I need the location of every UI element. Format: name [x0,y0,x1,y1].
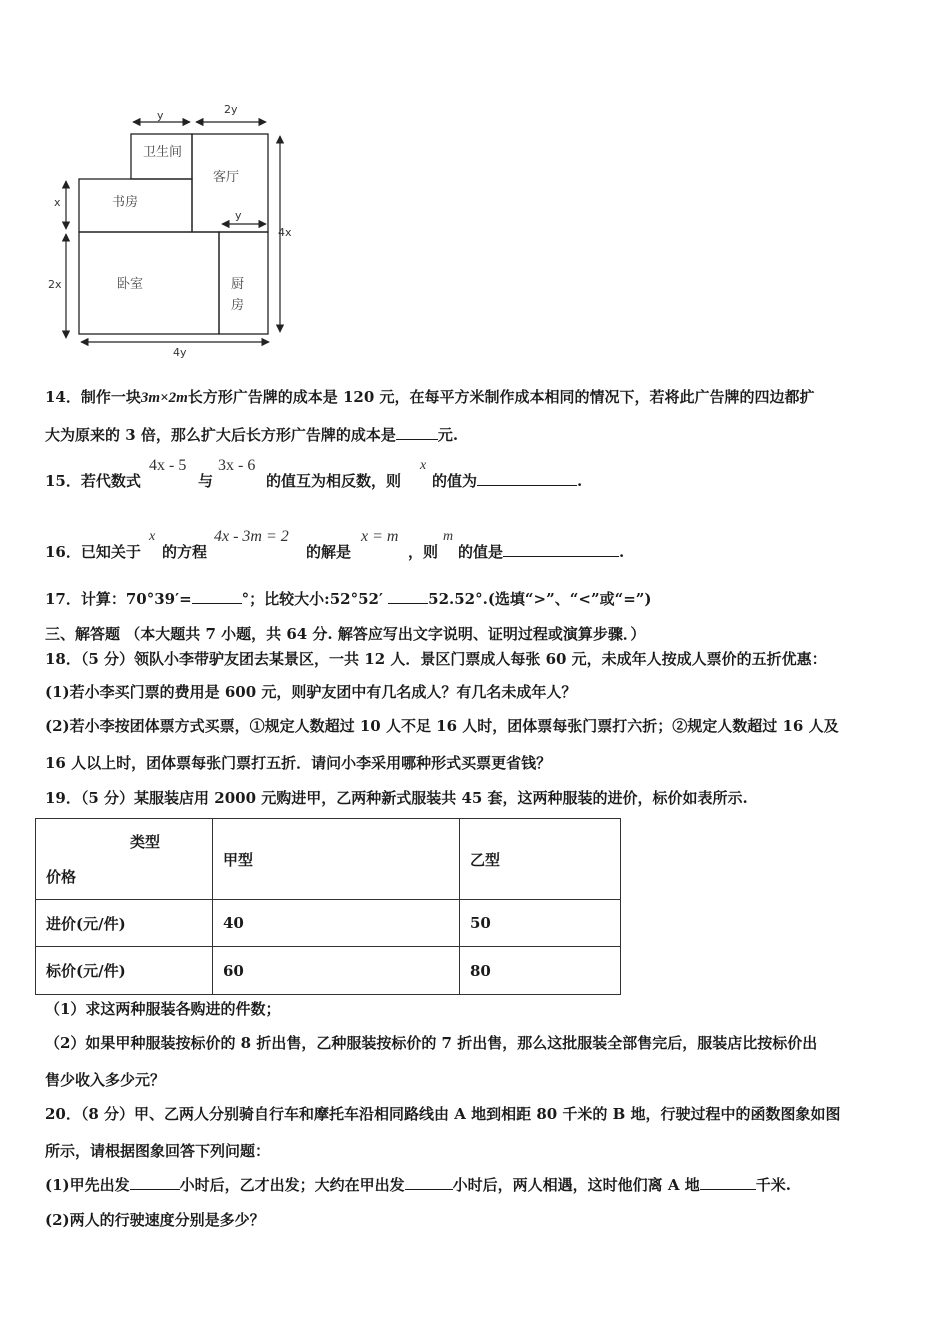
q14-dimension-expr: 3m×2m [140,390,188,406]
q18-part1: (1)若小李买门票的费用是 600 元，则驴友团中有几名成人？有几名未成年人？ [45,683,577,701]
label-kitchen-1: 厨 [231,277,245,292]
q16-text1: 的方程 [162,543,208,561]
q16-answer-blank[interactable] [503,542,619,557]
label-bedroom: 卧室 [117,277,144,292]
dim-label-top-left: y [157,109,164,122]
q15-text2: 的值互为相反数，则 [266,472,402,490]
price-table [35,818,621,995]
dim-label-left-lower: 2x [48,278,62,291]
q20-blank-2[interactable] [405,1175,453,1190]
q16-prefix: 16．已知关于 [45,543,141,561]
label-living-room: 客厅 [213,170,240,185]
q17-line: 17．计算：70°39′= °；比较大小:52°52′ 52.52°.(选填“>”、“<”或“=”) [45,590,652,608]
q20-blank-1[interactable] [130,1175,180,1190]
q16-equation: 4x - 3m = 2 [214,528,289,545]
floor-plan-figure [40,95,310,365]
q14-line1: 14．制作一块3m×2m长方形广告牌的成本是 120 元，在每平方米制作成本相同的情况下，若将此广告牌的四边都扩 [45,388,815,406]
dim-label-top-right: 2y [224,103,238,116]
table-cell: 40 [213,900,460,947]
q16-text4: 的值是 . [458,543,625,561]
dim-label-left-upper: x [54,196,61,209]
label-kitchen-2: 房 [231,298,245,313]
q18-part2-line2: 16 人以上时，团体票每张门票打五折．请问小李采用哪种形式买票更省钱？ [45,754,552,772]
corner-price-label: 价格 [46,868,77,886]
corner-type-label: 类型 [129,833,160,851]
table-row [36,947,621,995]
table-header-row [36,819,621,900]
table-cell: 80 [460,947,621,995]
q15-line: 15．若代数式 [45,472,141,490]
q19-part1: （1）求这两种服装各购进的件数； [45,1000,281,1018]
section-3-heading: 三、解答题 （本大题共 7 小题，共 64 分. 解答应写出文字说明、证明过程或演算步骤．） [45,625,646,643]
q17-blank-2[interactable] [388,589,428,604]
dim-label-right: 4x [278,226,292,239]
q16-text3: ，则 [408,543,439,561]
table-cell: 50 [460,900,621,947]
q15-mid: 与 [198,472,214,490]
q18-part2-line1: (2)若小李按团体票方式买票，①规定人数超过 10 人不足 16 人时，团体票每张门票打六折；②规定人数超过 16 人及 [45,717,839,735]
q15-expr2: 3x - 6 [218,457,256,474]
q14-line2: 大为原来的 3 倍，那么扩大后长方形广告牌的成本是 元. [45,426,459,444]
q16-var2: m [443,529,454,544]
table-row [36,900,621,947]
label-study: 书房 [112,195,139,210]
dim-label-bottom: 4y [173,346,187,359]
q15-answer-blank[interactable] [477,471,577,486]
table-row-label: 进价(元/件) [36,900,213,947]
q15-var: x [420,458,427,473]
table-header-col1: 甲型 [213,819,460,900]
bedroom-room [79,232,219,334]
q20-stem-line2: 所示，请根据图象回答下列问题： [45,1142,271,1160]
q15-expr1: 4x - 5 [149,457,187,474]
q16-var: x [149,529,156,544]
q19-part2-line1: （2）如果甲种服装按标价的 8 折出售，乙种服装按标价的 7 折出售，那么这批服装全部售完后，服装店比按标价出 [45,1034,818,1052]
q16-text2: 的解是 [306,543,352,561]
q20-part1: (1)甲先出发 小时后，乙才出发；大约在甲出发 小时后，两人相遇，这时他们离 A 地 千米. [45,1176,791,1194]
q20-stem-line1: 20．（8 分）甲、乙两人分别骑自行车和摩托车沿相同路线由 A 地到相距 80 千米的 B 地，行驶过程中的函数图象如图 [45,1105,841,1123]
q17-blank-1[interactable] [192,589,242,604]
table-cell: 60 [213,947,460,995]
table-header-col2: 乙型 [460,819,621,900]
q19-stem: 19．（5 分）某服装店用 2000 元购进甲，乙两种新式服装共 45 套，这两种服装的进价，标价如表所示. [45,789,748,807]
q14-answer-blank[interactable] [396,425,438,440]
q18-stem: 18．（5 分）领队小李带驴友团去某景区，一共 12 人．景区门票成人每张 60 元，未成年人按成人票价的五折优惠： [45,650,827,668]
label-bathroom: 卫生间 [143,145,183,160]
q15-text3: 的值为 . [432,472,583,490]
q20-part2: (2)两人的行驶速度分别是多少？ [45,1211,265,1229]
q20-blank-3[interactable] [700,1175,756,1190]
q16-solution: x = m [361,528,399,545]
table-corner-cell [36,819,213,900]
q19-part2-line2: 售少收入多少元？ [45,1071,166,1089]
table-row-label: 标价(元/件) [36,947,213,995]
dim-label-inner: y [235,209,242,222]
